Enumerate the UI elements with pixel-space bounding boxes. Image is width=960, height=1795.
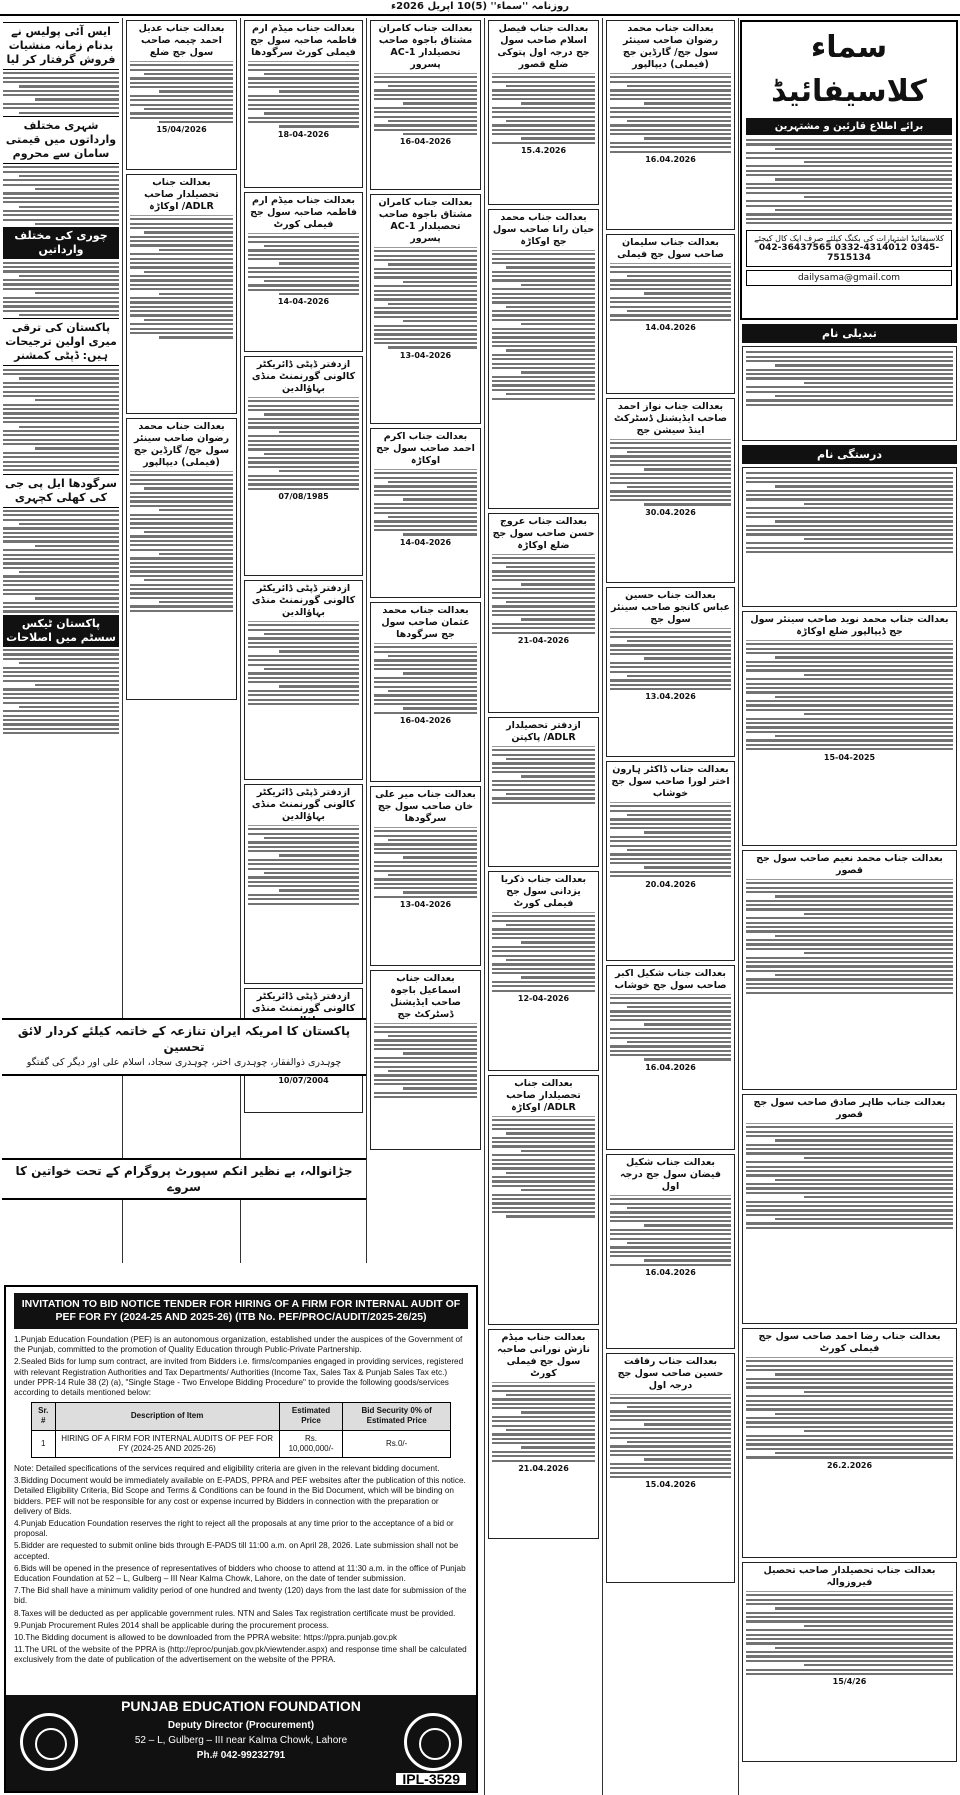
- court-notice: بعدالت جناب کامران مشتاق باجوہ صاحب تحصیلدار AC-1 پسرور 16-04-2026: [370, 20, 481, 190]
- tender-clause-8: 8.Taxes will be deducted as per applicable government rules. NTN and Sales Tax registration certificate must be provided.: [14, 1608, 456, 1618]
- news-headline: چوری کی مختلف وارداتیں: [3, 227, 119, 259]
- classified-brand: سماء کلاسیفائیڈ: [771, 30, 927, 109]
- wide-headline: جڑانوالہ، بے نظیر انکم سپورٹ پروگرام کے تحت خواتین کا سروے: [2, 1158, 366, 1200]
- court-notice: بعدالت جناب رضا احمد صاحب سول جج فیملی کورٹ 26.2.2026: [742, 1328, 957, 1558]
- booking-label: کلاسیفائیڈ اشتہارات کی بکنگ کیلئے صرف ایک کال کیجئے: [754, 234, 944, 244]
- table-cell: 1: [32, 1430, 56, 1457]
- table-cell: HIRING OF A FIRM FOR INTERNAL AUDITS OF PEF FOR FY (2024-25 AND 2025-26): [55, 1430, 279, 1457]
- tender-clause-3: 3.Bidding Document would be immediately available on E-PADS, PPRA and PEF websites after the publication of this notice. Detailed Eligibility Criteria, Bid Scope and Terms & Conditions can be found in the Bid Document, which will be binding on bidders. PEF will not be responsible for any cost or expense incurred by Bidders in connection with the preparation or delivery of Bids.: [14, 1476, 466, 1516]
- court-notice: بعدالت جناب محمد حیان رانا صاحب سول جج اوکاڑہ: [488, 209, 599, 509]
- news-body: [3, 369, 119, 472]
- colony-notice: ازدفتر ڈپٹی ڈائریکٹر کالونی گورنمنٹ منڈی بہاؤالدین 07/08/1985: [244, 356, 363, 576]
- news-body: [3, 72, 119, 114]
- court-notice: بعدالت جناب میر علی خان صاحب سول جج سرگودھا 13-04-2026: [370, 786, 481, 966]
- wide-subheadline: چوہدری ذوالفقار، چوہدری اختر، چوہدری سجاد، اسلام علی اور دیگر کی گفتگو: [26, 1057, 342, 1068]
- notice-column: [366, 18, 484, 1263]
- tender-clause-6: 6.Bids will be opened in the presence of representatives of bidders who choose to attend at 11:30 a.m. in the office of Punjab Education Foundation at 52 – L, Gulberg – III Near Kalma Chowk, Lahore, on the date of tender submission.: [14, 1563, 466, 1584]
- organization-name: PUNJAB EDUCATION FOUNDATION: [121, 1698, 361, 1714]
- news-column: [0, 18, 122, 1263]
- court-notice: بعدالت جناب محمد نوید صاحب سینئر سول جج ڈیپالپور ضلع اوکاڑہ 15-04-2025: [742, 611, 957, 846]
- court-notice: بعدالت جناب نواز احمد صاحب ایڈیشنل ڈسٹرکٹ اینڈ سیشن جج 30.04.2026: [606, 398, 735, 583]
- name-correction-notice: [742, 467, 957, 607]
- tender-clause-4: 4.Punjab Education Foundation reserves the right to reject all the proposals at any time prior to the acceptance of a bid or proposal.: [14, 1519, 454, 1539]
- court-notice: ازدفتر تحصیلدار ADLR/ پاکپتن: [488, 717, 599, 867]
- table-cell: Rs.0/-: [343, 1430, 451, 1457]
- court-notice: بعدالت جناب تحصیلدار صاحب تحصیل فیروزوالہ 15/4/26: [742, 1562, 957, 1762]
- name-change-notice: [742, 346, 957, 441]
- court-notice: بعدالت جناب میڈم ارم فاطمہ صاحبہ سول جج فیملی کورٹ سرگودھا 18-04-2026: [244, 20, 363, 188]
- court-notice: بعدالت جناب شکیل فیضان سول جج درجہ اول 16.04.2026: [606, 1154, 735, 1349]
- newspaper-masthead: روزنامہ ''سماء'' (5)10 اپریل 2026ء: [0, 0, 960, 16]
- section-heading-name-change: تبدیلی نام: [742, 324, 957, 343]
- tender-footer: [6, 1695, 476, 1791]
- court-notice: بعدالت جناب محمد رضوان صاحب سینئر سول جج/ گارڈین جج (فیملی) دیپالپور 16.04.2026: [606, 20, 735, 230]
- news-body: [3, 262, 119, 317]
- wide-headline: پاکستان کا امریکہ ایران تنازعہ کے خاتمہ کیلئے کردار لائق تحسین: [17, 1024, 351, 1054]
- phone-numbers: 042-36437565 0332-4314012 0345-7515134: [758, 243, 940, 264]
- court-notice: بعدالت جناب اسماعیل باجوہ صاحب ایڈیشنل ڈسٹرکٹ جج: [370, 970, 481, 1150]
- tender-table: [31, 1402, 451, 1458]
- tender-note: Note: Detailed specifications of the services required and eligibility criteria are given in the relevant bidding document.: [14, 1464, 440, 1474]
- news-body: [3, 649, 119, 734]
- court-notice: بعدالت جناب شکیل اکبر صاحب سول جج خوشاب 16.04.2026: [606, 965, 735, 1150]
- tender-advertisement: [4, 1285, 478, 1793]
- tender-clause-2: 2.Sealed Bids for lump sum contract, are invited from Bidders i.e. firms/companies engaged in providing services, registered with relevant Registration Authorities and Tax Departments/ Authorities (Income Tax, Sales Tax & Punjab Sales Tax etc.) under PPR-14 Rule 38 (2) (a), "Single Stage - Two Envelope Bidding Procedure" to provide the following goods/services according to details mentioned below:: [14, 1357, 464, 1398]
- colony-notice: ازدفتر ڈپٹی ڈائریکٹر کالونی گورنمنٹ منڈی بہاؤالدین: [244, 784, 363, 984]
- notice-column: [602, 18, 738, 1795]
- table-header: Sr. #: [32, 1403, 56, 1430]
- notice-column: [240, 18, 366, 1263]
- court-notice: بعدالت جناب ذکریا یزدانی سول جج فیملی کورٹ 12-04-2026: [488, 871, 599, 1071]
- court-notice: بعدالت جناب حسین عباس کانجو صاحب سینئر سول جج 13.04.2026: [606, 587, 735, 757]
- table-header: Estimated Price: [279, 1403, 343, 1430]
- court-notice: بعدالت جناب تحصیلدار صاحب ADLR/ اوکاڑہ: [488, 1075, 599, 1325]
- court-notice: بعدالت جناب محمد عثمان صاحب سول جج سرگودھا 16-04-2026: [370, 602, 481, 782]
- court-notice: بعدالت جناب میڈم نازش نورانی صاحبہ سول جج فیملی کورٹ 21.04.2026: [488, 1329, 599, 1539]
- colony-notice: ازدفتر ڈپٹی ڈائریکٹر کالونی گورنمنٹ منڈی 10/07/2004: [244, 988, 363, 1113]
- court-notice: بعدالت جناب ڈاکٹر ہارون اختر لورا صاحب سول جج خوشاب 20.04.2026: [606, 761, 735, 961]
- classified-header: [740, 20, 958, 320]
- court-notice: بعدالت جناب رفاقت حسین صاحب سول جج درجہ اول 15.04.2026: [606, 1353, 735, 1583]
- court-notice: بعدالت جناب میڈم ارم فاطمہ صاحبہ سول جج فیملی کورٹ 14-04-2026: [244, 192, 363, 352]
- table-header: Bid Security 0% of Estimated Price: [343, 1403, 451, 1430]
- phone: Ph.# 042-99232791: [196, 1750, 286, 1761]
- court-notice: بعدالت جناب طاہر صادق صاحب سول جج قصور: [742, 1094, 957, 1324]
- notice-column: [122, 18, 240, 1263]
- ipl-number: IPL-3529: [396, 1773, 466, 1785]
- news-headline: پاکستان ٹیکس سسٹم میں اصلاحات: [3, 615, 119, 647]
- court-notice: بعدالت جناب کامران مشتاق باجوہ صاحب تحصیلدار AC-1 پسرور 13-04-2026: [370, 194, 481, 424]
- court-notice: بعدالت جناب تحصیلدار صاحب ADLR/ اوکاڑہ: [126, 174, 237, 414]
- email-address: dailysama@gmail.com: [746, 270, 952, 286]
- news-body: [3, 166, 119, 225]
- info-body: [746, 139, 952, 224]
- tender-clause-11: 11.The URL of the website of the PPRA is (http://eproc/punjab.gov.pk/viewtender.aspx) and response time shall be calculated exclusively from the date of publication of the advertisement on the website of the PPRA.: [14, 1645, 467, 1665]
- news-headline: شہری مختلف وارداتوں میں قیمتی سامان سے محروم: [3, 116, 119, 164]
- wide-news-block: [2, 1018, 366, 1076]
- news-headline: پاکستان کی ترقی میری اولین ترجیحات ہیں: ڈپٹی کمشنر: [3, 318, 119, 366]
- court-notice: بعدالت جناب عروج حسن صاحب سول جج ضلع اوکاڑہ 21-04-2026: [488, 513, 599, 713]
- tender-clause-1: 1.Punjab Education Foundation (PEF) is an autonomous organization, established under the auspices of the Government of the Punjab, committed to the promotion of Quality Education through Public-Private Partnership.: [14, 1335, 463, 1355]
- tender-heading: INVITATION TO BID NOTICE TENDER FOR HIRING OF A FIRM FOR INTERNAL AUDIT OF PEF FOR FY (2024-25 AND 2025-26) (ITB No. PEF/PROC/AUDIT/2025-26/25): [14, 1293, 468, 1329]
- news-headline: سرگودھا ایل پی جی کی کھلی کچہری: [3, 474, 119, 508]
- court-notice: بعدالت جناب محمد نعیم صاحب سول جج قصور: [742, 850, 957, 1090]
- court-notice: بعدالت جناب فیصل اسلام صاحب سول جج درجہ اول پتوکی ضلع قصور 15.4.2026: [488, 20, 599, 205]
- court-notice: بعدالت جناب اکرم احمد صاحب سول جج اوکاڑہ 14-04-2026: [370, 428, 481, 598]
- booking-phones: [746, 230, 952, 267]
- section-heading-name-correction: درستگی نام: [742, 445, 957, 464]
- court-notice: بعدالت جناب عدیل احمد چیمہ صاحب سول جج ضلع 15/04/2026: [126, 20, 237, 170]
- table-row: [32, 1430, 451, 1457]
- table-cell: Rs. 10,000,000/-: [279, 1430, 343, 1457]
- tender-clause-7: 7.The Bid shall have a minimum validity period of one hundred and twenty (120) days from the last date for submission of the bid.: [14, 1586, 467, 1606]
- court-notice: بعدالت جناب سلیمان صاحب سول جج فیملی 14.04.2026: [606, 234, 735, 394]
- tender-clause-9: 9.Punjab Procurement Rules 2014 shall be applicable during the procurement process.: [14, 1620, 329, 1630]
- news-body: [3, 510, 119, 613]
- tender-clause-5: 5.Bidder are requested to submit online bids through E-PADS till 11:00 a.m. on April 28, 2026. Late submission shall not be accepted.: [14, 1541, 459, 1561]
- tender-clause-10: 10.The Bidding document is allowed to be downloaded from the PPRA website: https://ppra.punjab.gov.pk: [14, 1633, 398, 1643]
- table-header: Description of Item: [55, 1403, 279, 1430]
- colony-notice: ازدفتر ڈپٹی ڈائریکٹر کالونی گورنمنٹ منڈی بہاؤالدین: [244, 580, 363, 780]
- classified-page: [0, 18, 960, 1795]
- info-banner: برائے اطلاع قارئین و مشتہرین: [746, 118, 952, 135]
- court-notice: بعدالت جناب محمد رضوان صاحب سینئر سول جج/ گارڈین جج (فیملی) دیپالپور: [126, 418, 237, 700]
- news-headline: ایس آئی پولیس نے بدنام زمانہ منشیات فروش گرفتار کر لیا: [3, 22, 119, 70]
- address: 52 – L, Gulberg – III near Kalma Chowk, Lahore: [134, 1735, 348, 1746]
- department: Deputy Director (Procurement): [167, 1720, 315, 1731]
- notice-column: [484, 18, 602, 1795]
